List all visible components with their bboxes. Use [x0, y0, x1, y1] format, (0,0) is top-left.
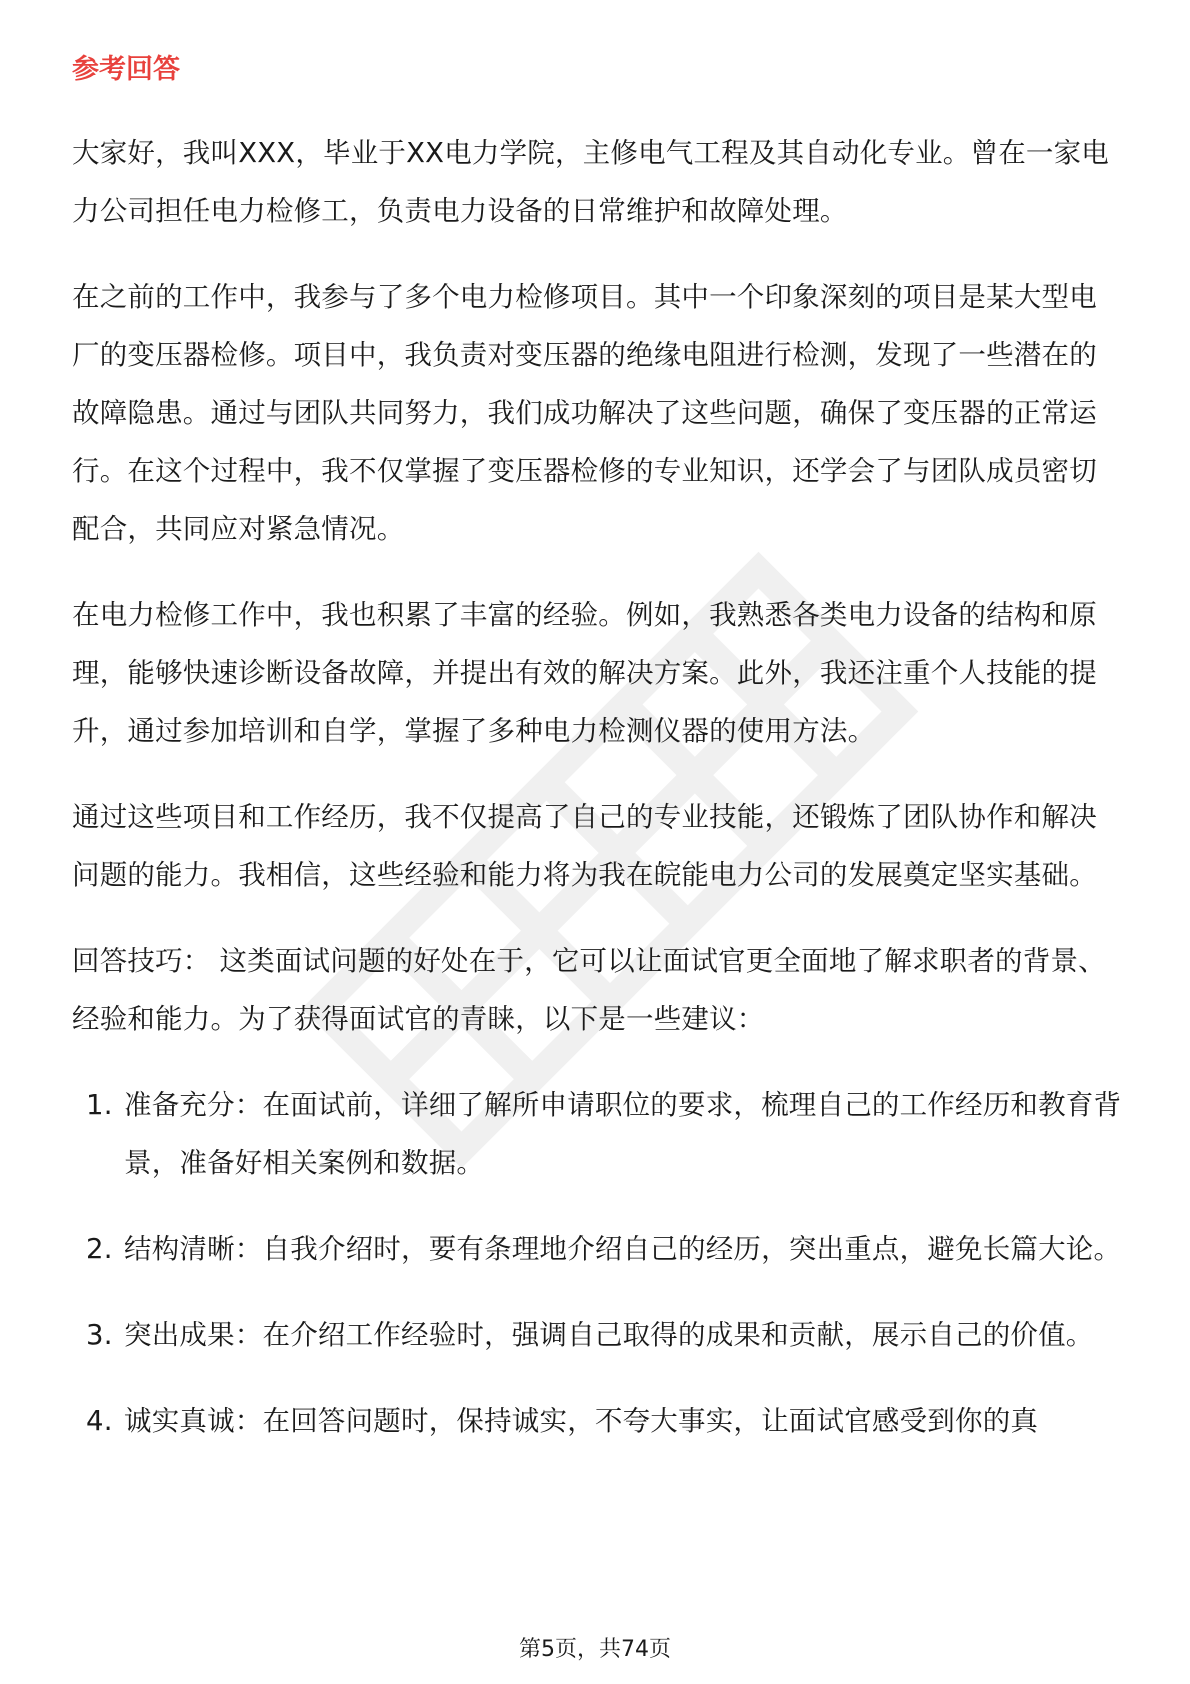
paragraph-intro: 大家好，我叫XXX，毕业于XX电力学院，主修电气工程及其自动化专业。曾在一家电力公司担任电力检修工，负责电力设备的日常维护和故障处理。	[72, 137, 1109, 227]
paragraph-summary: 通过这些项目和工作经历，我不仅提高了自己的专业技能，还锻炼了团队协作和解决问题的能力。我相信，这些经验和能力将为我在皖能电力公司的发展奠定坚实基础。	[72, 801, 1097, 891]
list-item	[72, 1306, 1122, 1364]
tips-list	[72, 1076, 1122, 1450]
list-item	[72, 1076, 1122, 1192]
list-item	[72, 1220, 1122, 1278]
list-number: 3.	[86, 1319, 113, 1351]
list-item-text: 准备充分：在面试前，详细了解所申请职位的要求，梳理自己的工作经历和教育背景，准备好相关案例和数据。	[124, 1089, 1122, 1179]
list-item-text: 结构清晰：自我介绍时，要有条理地介绍自己的经历，突出重点，避免长篇大论。	[124, 1233, 1122, 1265]
list-number: 4.	[86, 1405, 113, 1437]
list-number: 1.	[86, 1089, 113, 1121]
list-item	[72, 1392, 1122, 1450]
list-number: 2.	[86, 1233, 113, 1265]
paragraph-experience: 在电力检修工作中，我也积累了丰富的经验。例如，我熟悉各类电力设备的结构和原理，能够快速诊断设备故障，并提出有效的解决方案。此外，我还注重个人技能的提升，通过参加培训和自学，掌握了多种电力检测仪器的使用方法。	[72, 599, 1097, 747]
list-item-text: 突出成果：在介绍工作经验时，强调自己取得的成果和贡献，展示自己的价值。	[124, 1319, 1094, 1351]
paragraph-project: 在之前的工作中，我参与了多个电力检修项目。其中一个印象深刻的项目是某大型电厂的变压器检修。项目中，我负责对变压器的绝缘电阻进行检测，发现了一些潜在的故障隐患。通过与团队共同努力，我们成功解决了这些问题，确保了变压器的正常运行。在这个过程中，我不仅掌握了变压器检修的专业知识，还学会了与团队成员密切配合，共同应对紧急情况。	[72, 281, 1097, 545]
list-item-text: 诚实真诚：在回答问题时，保持诚实，不夸大事实，让面试官感受到你的真	[124, 1405, 1039, 1437]
document-page	[72, 40, 1122, 1478]
paragraph-tips-intro: 回答技巧： 这类面试问题的好处在于，它可以让面试官更全面地了解求职者的背景、经验和能力。为了获得面试官的青睐，以下是一些建议：	[72, 945, 1106, 1035]
section-heading: 参考回答	[72, 54, 180, 85]
page-number-footer: 第5页，共74页	[519, 1637, 671, 1662]
